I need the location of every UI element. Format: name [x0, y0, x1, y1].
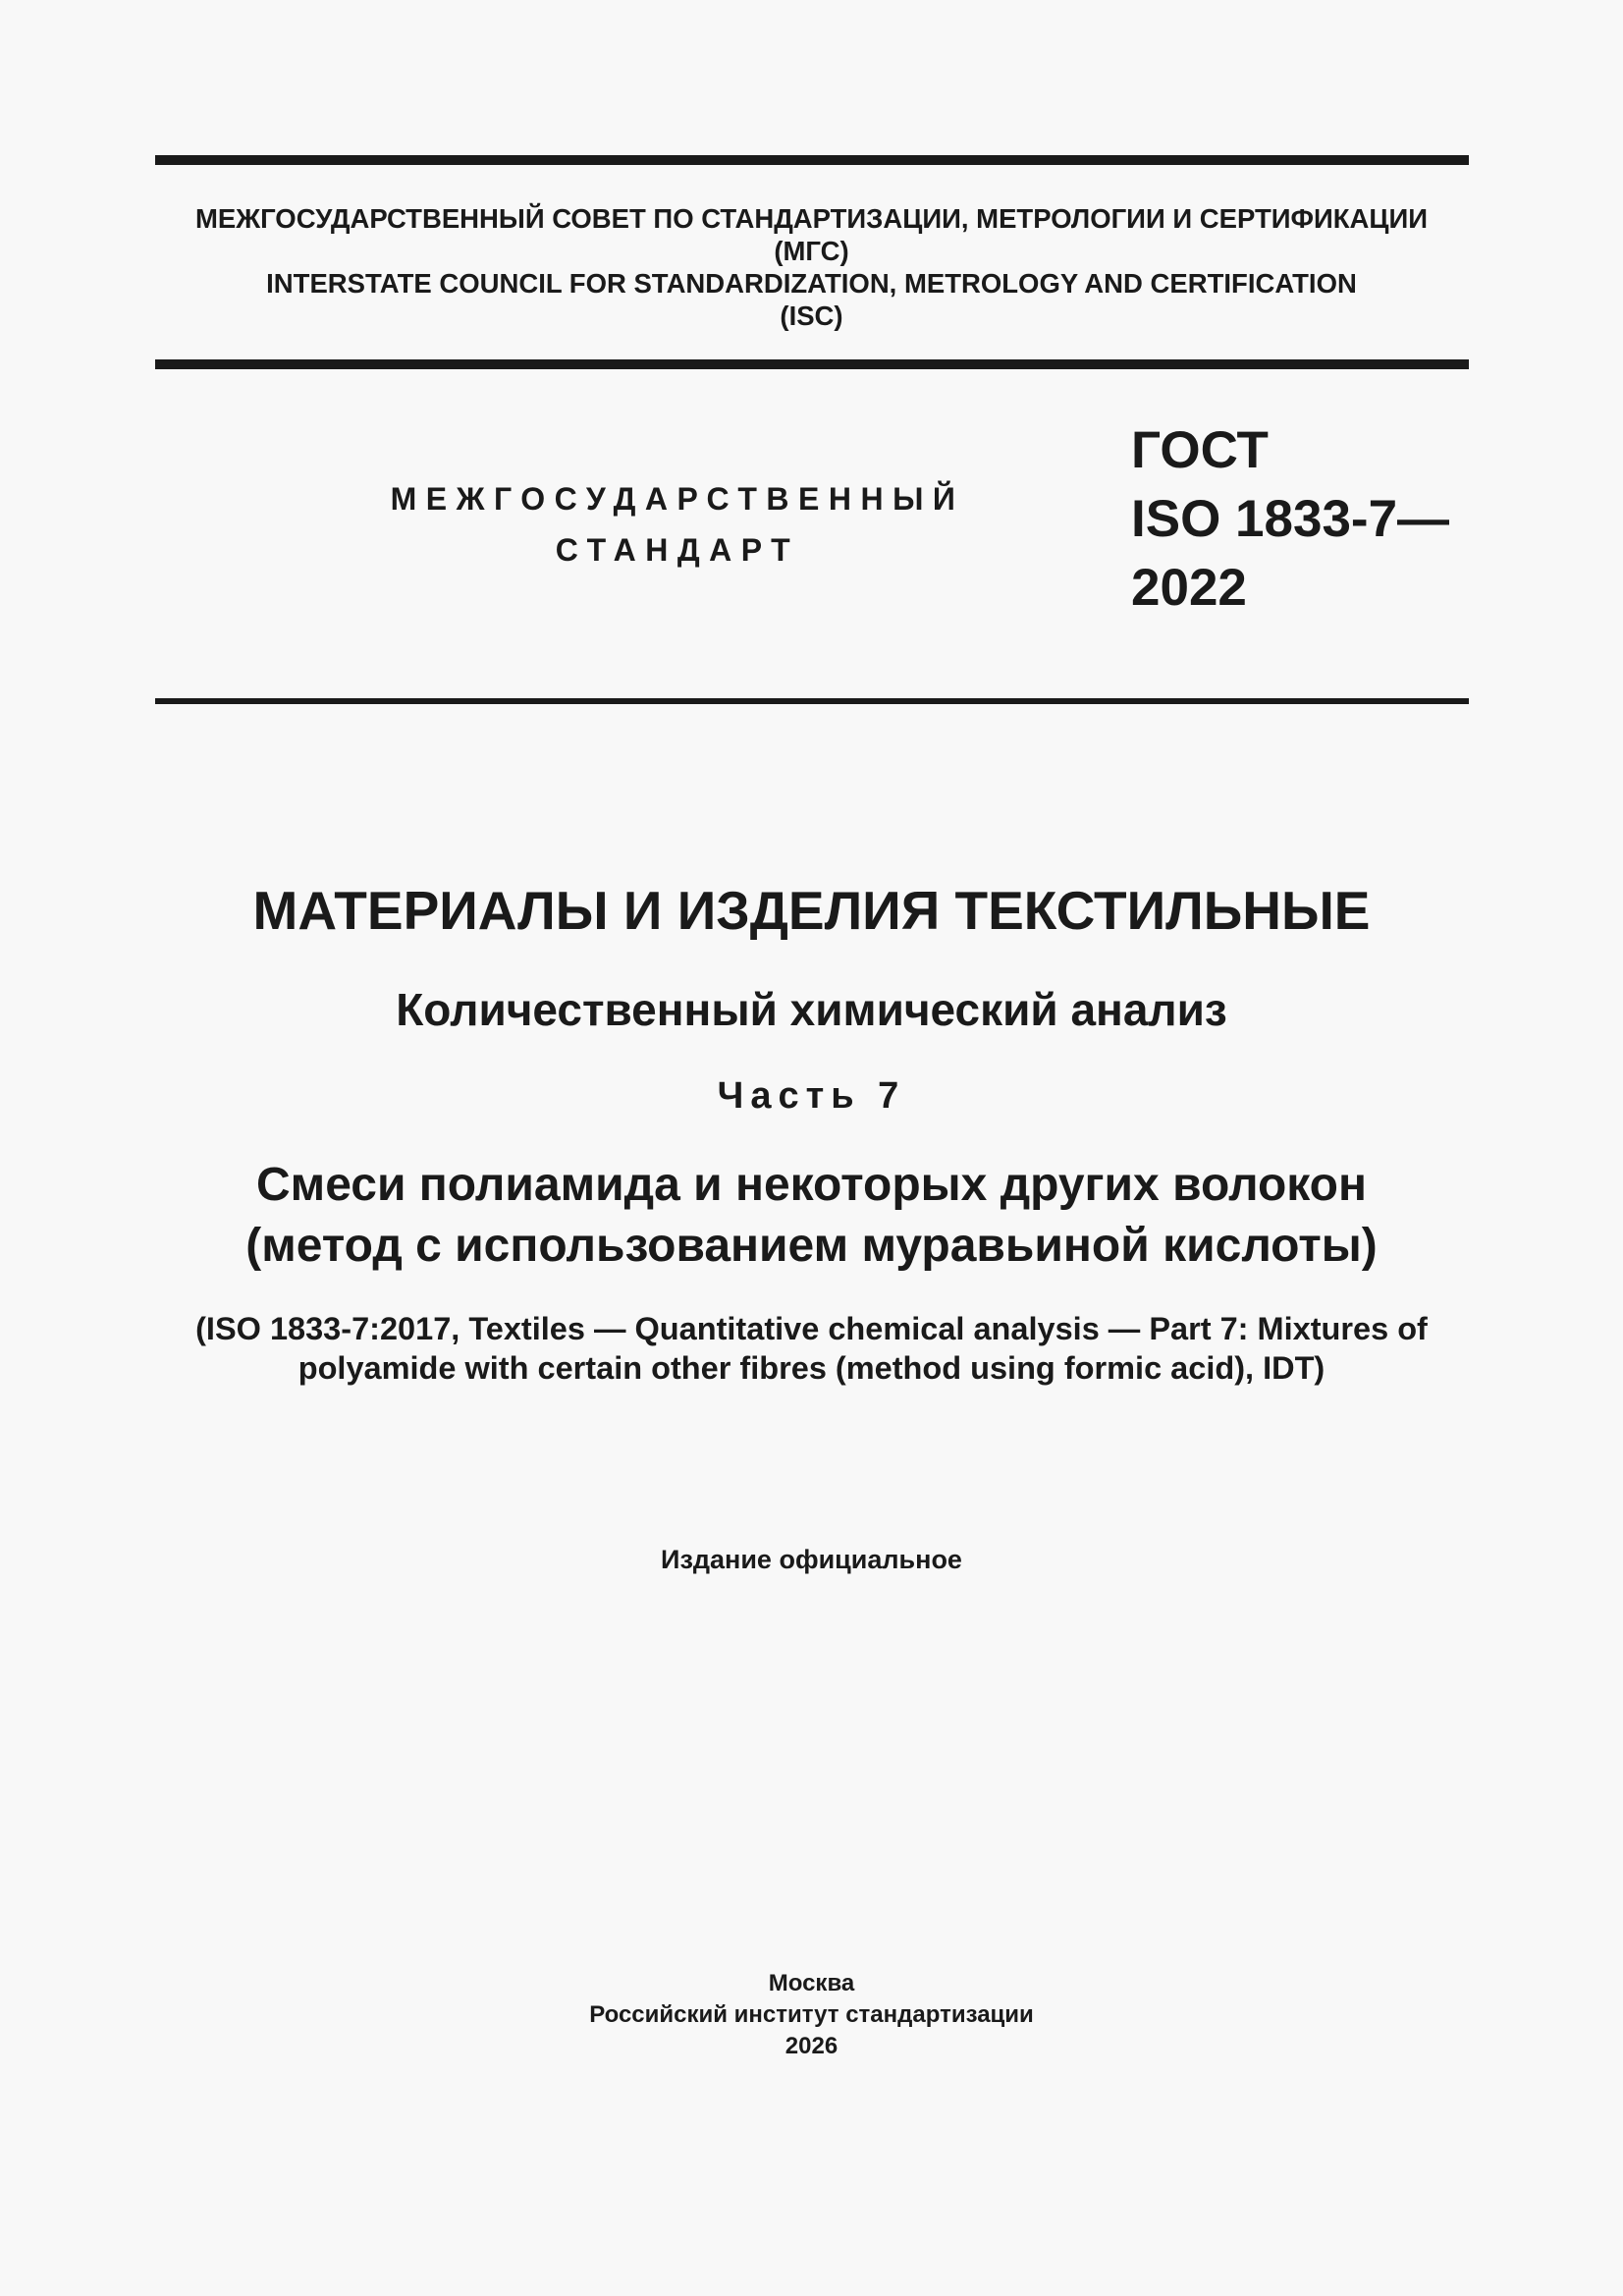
standard-type-line1: МЕЖГОСУДАРСТВЕННЫЙ [390, 481, 965, 517]
council-header [0, 202, 1623, 332]
council-abbr-en: (ISC) [780, 301, 843, 331]
top-rule [155, 155, 1469, 165]
standard-designation [1131, 416, 1449, 623]
designation-line1: ГОСТ [1131, 421, 1269, 479]
council-abbr-ru: (МГС) [774, 236, 849, 266]
standard-type-line2: СТАНДАРТ [555, 532, 800, 568]
footer-year: 2026 [784, 2033, 839, 2059]
part-title [0, 1155, 1623, 1277]
standard-type [324, 473, 1031, 575]
council-name-ru: МЕЖГОСУДАРСТВЕННЫЙ СОВЕТ ПО СТАНДАРТИЗАЦИИ, МЕТРОЛОГИИ И СЕРТИФИКАЦИИ [194, 203, 1429, 234]
subtitle: Количественный химический анализ [396, 984, 1227, 1035]
main-title: МАТЕРИАЛЫ И ИЗДЕЛИЯ ТЕКСТИЛЬНЫЕ [252, 880, 1371, 941]
iso-reference [0, 1309, 1623, 1388]
iso-reference-line1: (ISO 1833-7:2017, Textiles — Quantitative chemical analysis — Part 7: Mixtures of [195, 1311, 1428, 1346]
part-title-line2: (метод с использованием муравьиной кислоты) [245, 1220, 1378, 1272]
header-bottom-rule [155, 698, 1469, 704]
designation-line2: ISO 1833-7— [1131, 490, 1450, 548]
edition-label: Издание официальное [661, 1545, 962, 1574]
footer-publisher: Российский институт стандартизации [589, 2001, 1034, 2028]
footer-city: Москва [768, 1970, 855, 1996]
publisher-footer [0, 1968, 1623, 2062]
iso-reference-line2: polyamide with certain other fibres (method using formic acid), IDT) [298, 1350, 1325, 1386]
designation-line3: 2022 [1131, 559, 1247, 617]
part-number: Часть 7 [717, 1075, 906, 1117]
council-name-en: INTERSTATE COUNCIL FOR STANDARDIZATION, METROLOGY AND CERTIFICATION [266, 268, 1357, 299]
part-title-line1: Смеси полиамида и некоторых других волокон [256, 1159, 1367, 1211]
council-rule [155, 359, 1469, 369]
